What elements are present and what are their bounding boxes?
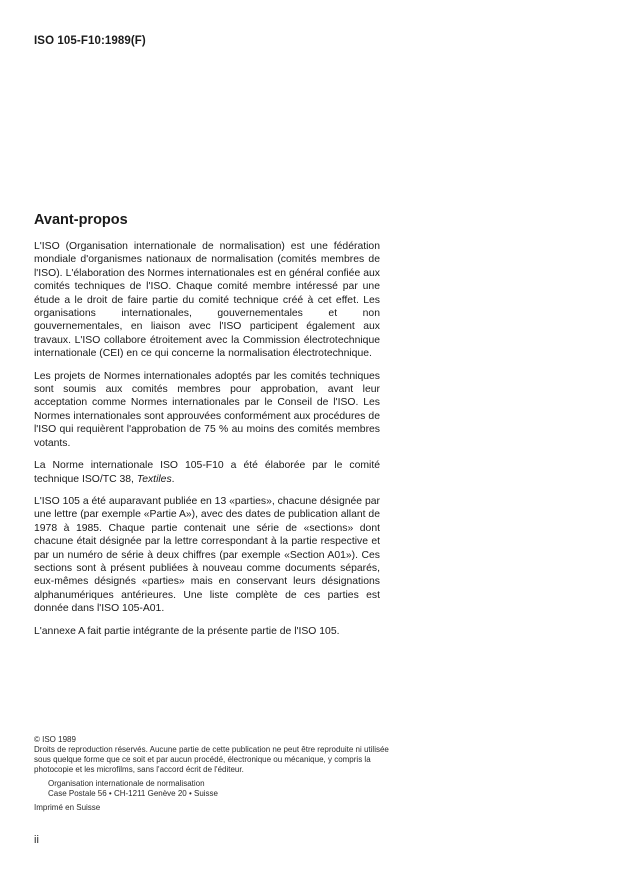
copyright-block xyxy=(34,735,394,813)
committee-name: Textiles xyxy=(136,473,172,485)
document-id: ISO 105-F10:1989(F) xyxy=(34,35,146,47)
paragraph-history: L'ISO 105 a été auparavant publiée en 13 «parties», chacune désignée par une lettre (par exemple «Partie A»), avec des dates de publication allant de 1978 à 1985. Chaque partie contenait une série de «sections» dont chacune était désignée par la lettre correspondant à la partie respective et par un numéro de série à deux chiffres (par exemple «Section A01»). Ces sections sont à présent publiées à nouveau comme documents séparés, eux-mêmes désignés «parties» mais en conservant leurs désignations alphanumériques antérieures. Une liste complète de ces parties est donnée dans l'ISO 105-A01. xyxy=(34,495,380,615)
foreword-body xyxy=(34,240,380,647)
section-title: Avant-propos xyxy=(34,212,128,228)
organization-address: Case Postale 56 • CH-1211 Genève 20 • Suisse xyxy=(48,789,218,798)
paragraph-committee xyxy=(34,459,380,486)
committee-text: La Norme internationale ISO 105-F10 a été élaborée par le comité technique ISO/TC 38, xyxy=(34,460,380,485)
rights-notice: Droits de reproduction réservés. Aucune partie de cette publication ne peut être reproduite ni utilisée sous quelque forme que ce soit et par aucun procédé, électronique ou mécanique, y compris la photocopie et les microfilms, sans l'accord écrit de l'éditeur. xyxy=(34,745,389,774)
paragraph-iso-overview: L'ISO (Organisation internationale de normalisation) est une fédération mondiale d'organismes nationaux de normalisation (comités membres de l'ISO). L'élaboration des Normes internationales est en général confiée aux comités techniques de l'ISO. Chaque comité membre intéressé par une étude a le droit de faire partie du comité technique créé à cet effet. Les organisations internationales, gouvernementales et non gouvernementales, en liaison avec l'ISO participent également aux travaux. L'ISO collabore étroitement avec la Commission électrotechnique internationale (CEI) en ce qui concerne la normalisation électrotechnique. xyxy=(34,241,380,360)
paragraph-annex: L'annexe A fait partie intégrante de la présente partie de l'ISO 105. xyxy=(34,625,340,637)
organization-name: Organisation internationale de normalisation xyxy=(48,779,205,788)
paragraph-approval: Les projets de Normes internationales adoptés par les comités techniques sont soumis aux comités membres pour approbation, avant leur acceptation comme Normes internationales par le Conseil de l'ISO. Les Normes internationales sont approuvées conformément aux procédures de l'ISO qui requièrent l'approbation de 75 % au moins des comités membres votants. xyxy=(34,370,380,449)
page-number: ii xyxy=(34,834,39,846)
committee-end: . xyxy=(171,473,175,485)
printed-in: Imprimé en Suisse xyxy=(34,803,101,812)
copyright-line: © ISO 1989 xyxy=(34,735,76,744)
